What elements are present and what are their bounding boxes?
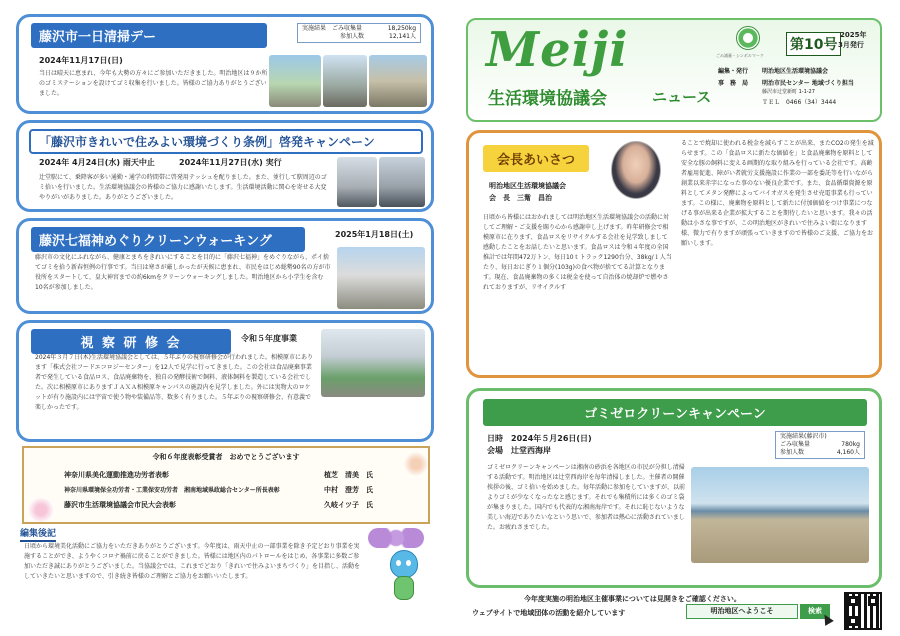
ordinance-body: 辻堂駅にて、乗降客が多い通勤・通学の時間帯に啓発用テッシュを配りました。また、並行して駅周辺のゴミ拾いを行いました。生活環境協議会の皆様のご協力に感謝いたします。生活環境活動に関心を寄せる大変やりがいがありました。ありがとうございました。 [39,174,327,201]
award-org-2: 神奈川県環境保全功労者・工業保安功労者 湘南地域県政総合センター所長表彰 [64,487,280,494]
cleanup-title: 藤沢市一日清掃デー [31,23,267,48]
awards-heading: 令和６年度表彰受賞者 おめでとうございます [152,453,300,461]
cleanup-date: 2024年11月17日(日) [39,56,123,65]
publisher-value: 明治地区生活環境協議会 [762,68,829,75]
ordinance-photo-1 [337,157,377,207]
website-search-input[interactable]: 明治地区へようこそ [686,604,798,619]
cleanup-photo-3 [369,55,427,107]
zero-beach-photo [691,467,869,563]
zero-title: ゴミゼロクリーンキャンペーン [483,399,867,426]
ordinance-photo-2 [379,157,425,207]
zero-stats-value2: 4,160人 [836,449,860,456]
cleanup-stats-label1: 実施結果 ごみ収集量 [302,25,363,32]
zero-body: ゴミゼロクリーンキャンペーンは湘南の砂浜を各地区の市民が分担し清掃する活動です。明治地区は辻堂西海岸を毎年清掃しました。主催者の開催挨拶の後、ゴミ拾いを始めました。毎年活動に参加をしていますが、以前よりゴミが少なくなったなと感じます。それでも集積所には多くのゴミ袋が集まりました。国内でも代表的な湘南海岸です。それに恥じないような美しい海辺でありたいなという思いで、参加者は熱心に活動されていました。お疲れさまでした。 [487,464,686,531]
logo-news: ニュース [652,88,712,106]
zero-stats-label2: 参加人数 [780,449,805,456]
president-portrait [611,141,661,199]
president-name: 会 長 三觜 昌治 [489,194,552,202]
flower-decoration-icon-right [404,452,428,476]
issue-month: 3月発行 [838,41,864,49]
awards-certificate [22,446,430,524]
ordinance-date-2: 2024年11月27日(水) 実行 [179,158,282,167]
cleanup-stats-value1: 18,250kg [387,25,416,32]
logo-text: Meiji [486,22,629,78]
mark-caption: ごみ減量・シンボルマーク [716,53,764,58]
publisher-label: 編集・発行 [718,68,749,75]
office-tel: ＴＥＬ 0466（34）3444 [762,99,837,106]
zero-place: 会場 辻堂西海岸 [487,446,551,455]
issue-year: 2025年 [840,31,867,39]
cleanup-card [16,14,434,114]
tour-title: 視 察 研 修 会 [31,329,231,354]
tour-photo [321,329,425,397]
zero-waste-card [466,388,882,588]
cleanup-photo-1 [269,55,321,107]
office-label: 事 務 局 [718,80,749,87]
walking-body: 藤沢市の文化にふれながら、健康とまちをきれいにすることを目的に「藤沢七福神」をめぐりながら、ポイ捨てゴミを拾う新春恒例の行事です。当日は寒さが厳しかったが天候に恵まれ、市民をはじめ総勢90名の方が市役所をスタートして、皇大神宮までの約6kmをクリーンウォーキングしました。明治地区から小学生を含む10名が参加しました。 [35,254,331,291]
qr-code-icon[interactable] [844,592,882,630]
editor-note [16,526,434,620]
cleanup-stats-label2: 参加人数 [340,33,365,40]
footer-web-text: ウェブサイトで地域団体の活動を紹介しています [472,609,626,617]
zero-stats-label1: ごみ収集量 [780,441,811,448]
zero-stats-head: 実施結果(藤沢市) [780,433,827,440]
award-org-1: 神奈川県美化運動推進功労者表彰 [64,471,169,479]
zero-date: 日時 2024年５月26日(日) [487,434,592,443]
footer-notice: 今年度実施の明治地区主催事業については見開きをご確認ください。 [524,595,741,603]
walking-title: 藤沢七福神めぐりクリーンウォーキング [31,227,305,252]
cleanup-photo-2 [323,55,367,107]
office-address: 藤沢市辻堂新町 1-1-27 [762,89,815,95]
ordinance-card [16,120,434,212]
symbol-mark-icon [736,26,760,50]
walking-date: 2025年1月18日(土) [335,230,414,239]
grape-decoration-icon [368,528,424,548]
search-button[interactable]: 検索 [800,604,830,619]
walking-card [16,218,434,314]
president-title: 会長あいさつ [483,145,589,172]
newsletter-header [466,18,882,122]
award-org-3: 藤沢市生活環境協議会市民大会表彰 [64,501,176,509]
tour-card [16,320,434,442]
issue-number: 第10号 [786,32,841,56]
cleanup-stats-value2: 12,141人 [389,33,416,40]
flower-decoration-icon [28,498,54,522]
ordinance-title: 「藤沢市きれいで住みよい環境づくり条例」啓発キャンペーン [29,129,423,154]
logo-subtitle: 生活環境協議会 [488,89,607,109]
ordinance-date-1: 2024年 4月24日(水) 雨天中止 [39,158,155,167]
mascot-icon [384,550,424,608]
editor-heading: 編集後記 [20,526,56,542]
walking-photo [337,247,425,309]
cleanup-stats [297,23,421,43]
president-body-right: ることで焼却に使われる税金を減らすことが出来、またCO2の発生を減らせます。この「食品ロスに新たな価値を」と食品廃棄物を原料として安全な豚の飼料に変える画期的な取り組みを行っている会社です。高齢者雇用促進、障がい者就労支援施設に作業の一部を委託等を行いながら創業以来赤字になった事のない優良企業です。また、食品循環資源を原料としてメタン発酵によってバイオガスを発生させ売電事業も行っています。この様に、廃棄物を原料として新たに付加価値をつけ事業につなげる事が出来る企業が拡大することを期待したいと思います。我々の活動は小さな事ですが、この明治地区がきれいで住みよい街になります様、微力で有りますが頑張っていきますので皆様のご支援、ご協力をお願いします。 [681,140,874,247]
president-greeting [466,130,882,378]
award-name-2: 中村 澄芳 氏 [324,486,373,494]
zero-stats [775,431,865,459]
office-value: 明治市民センター 地域づくり担当 [762,80,854,87]
zero-stats-value1: 780kg [841,441,860,448]
award-name-3: 久岐イツ子 氏 [324,501,373,509]
president-org: 明治地区生活環境協議会 [489,182,566,190]
award-name-1: 植芝 清美 氏 [324,471,373,479]
president-body-left: 日頃から皆様にはおかれましては明治地区生活環境協議会の活動に対してご理解・ご支援を賜り心から感謝申し上げます。昨年研修会で相模原市に在ります、食品ロスをリサイクルする会社を見学致しまして感動したことをお話したいと思います。食品ロスは令和４年度の全国推計では年間472万トン、毎日10ｔトラック1290台分、38kg/１人当たり、毎日おにぎり１個分(103g)の食べ物が捨ててる計算となります。現在、食品廃棄物の多くは税金を使って自治体の焼却炉で燃やされておりますが、リサイクルす [483,214,672,291]
editor-body: 日頃から環境美化活動にご協力をいただきありがとうございます。今年度は、雨天中止の一部事業を除き予定どおり事業を実施することができ、ようやくコロナ禍前に戻ることができました。皆様には地区内のパトロールをはじめ、各事業に多数ご参加いただき誠にありがとうございました。当協議会では、これまでどおり「きれいで住みよいまちづくり」を目指し、活動をしていきたいと思いますので、引き続き皆様のご理解とご協力をお願いいたします。 [24,543,360,580]
tour-subtitle: 令和５年度事業 [241,334,297,343]
cleanup-body: 当日は晴天に恵まれ、今年も大勢の方々にご参加いただきました。明治地区は９か所のゴミステーションを設けてゴミ収集を行いました。皆様のご協力ありがとうございました。 [39,70,268,97]
tour-body: 2024年３月７日(木)生活環境協議会としては、５年ぶりの視察研修会が行われました。相模原市にあります「株式会社フードエコロジーセンター」を12人で見学に行ってきました。この会社は食品廃棄事業者で発生している食品ロス、食品廃棄物を、独自の発酵技術で飼料、液体飼料を製造している会社でした。次に相模原市にありますＪＡＸＡ相模原キャンパスの施設内を見学しました。外には実物大のロケットが有り施設内には宇宙で使う物や装備品等、数多く有りました。５年ぶりの視察研修会、有意義で楽しかったです。 [35,354,313,411]
